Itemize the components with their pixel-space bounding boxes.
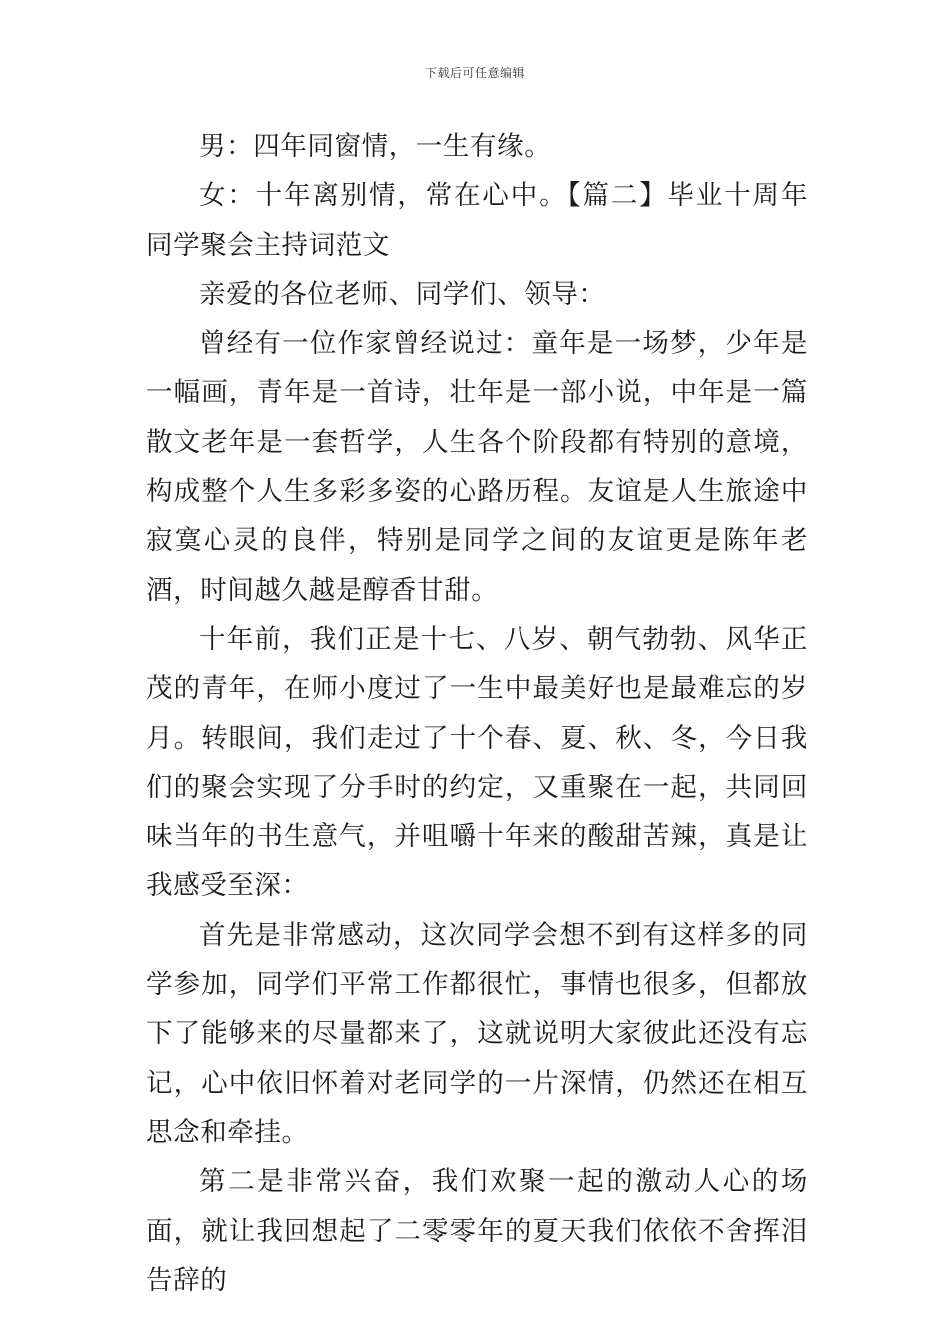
paragraph: 第二是非常兴奋，我们欢聚一起的激动人心的场面，就让我回想起了二零零年的夏天我们依依不舍挥泪告辞的	[146, 1166, 808, 1296]
paragraph: 十年前，我们正是十七、八岁、朝气勃勃、风华正茂的青年，在师小度过了一生中最美好也是最难忘的岁月。转眼间，我们走过了十个春、夏、秋、冬，今日我们的聚会实现了分手时的约定，又重聚在一起，共同回味当年的书生意气，并咀嚼十年来的酸甜苦辣，真是让我感受至深：	[146, 623, 808, 902]
paragraph: 女：十年离别情，常在心中。【篇二】毕业十周年同学聚会主持词范文	[146, 180, 808, 261]
paragraph: 曾经有一位作家曾经说过：童年是一场梦，少年是一幅画，青年是一首诗，壮年是一部小说，中年是一篇散文老年是一套哲学，人生各个阶段都有特别的意境，构成整个人生多彩多姿的心路历程。友谊是人生旅途中寂寞心灵的良伴，特别是同学之间的友谊更是陈年老酒，时间越久越是醇香甘甜。	[146, 328, 808, 606]
paragraph: 首先是非常感动，这次同学会想不到有这样多的同学参加，同学们平常工作都很忙，事情也很多，但都放下了能够来的尽量都来了，这就说明大家彼此还没有忘记，心中依旧怀着对老同学的一片深情，仍然还在相互思念和牵挂。	[146, 919, 808, 1148]
header-note: 下载后可任意编辑	[424, 66, 525, 80]
document-body	[146, 122, 808, 1305]
paragraph: 亲爱的各位老师、同学们、领导：	[199, 278, 606, 310]
paragraph: 男：四年同窗情，一生有缘。	[199, 131, 552, 162]
